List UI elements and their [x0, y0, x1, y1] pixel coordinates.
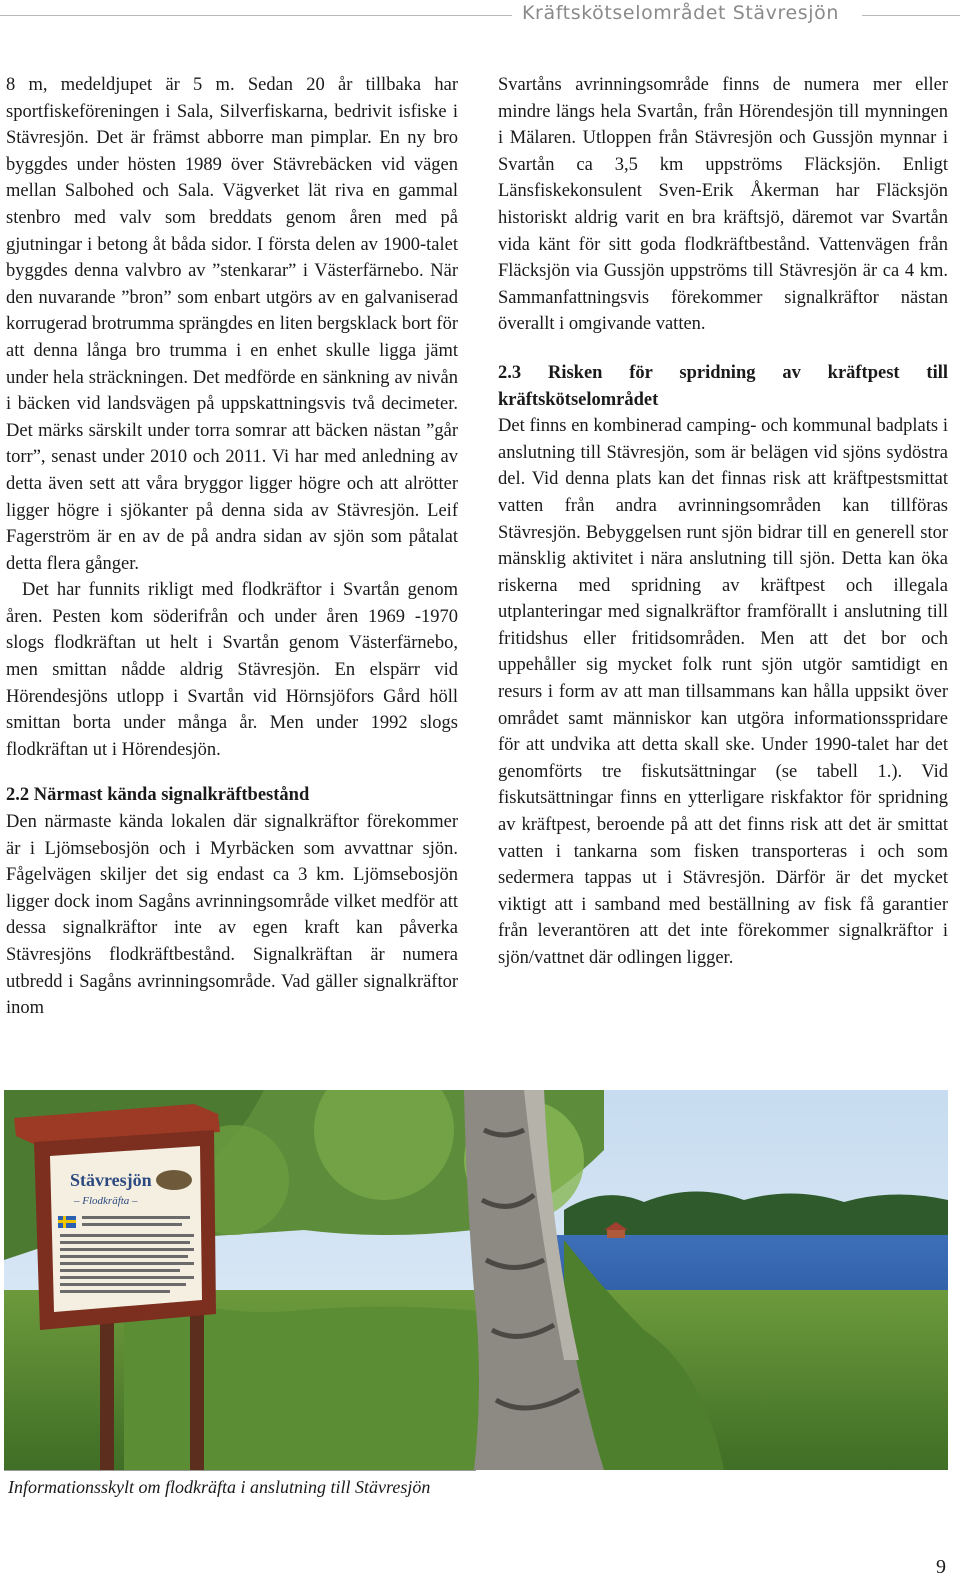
- lake-sign-photo: [4, 1090, 948, 1470]
- left-paragraph-3: Den närmaste kända lokalen där signalkräftor förekommer är i Ljömsebosjön och i Myrbäcken som avvattnar sjön. Fågelvägen skiljer det sig endast ca 3 km. Ljömsebosjön ligger dock inom Sagåns avrinningsområde vilket medför att dessa signalkräftor inte av egen kraft kan påverka Stävresjöns flodkräftbestånd. Signalkräftan är numera utbredd i Sagåns avrinningsområde. Vad gäller signalkräftor inom: [6, 812, 458, 1019]
- header-rule-left: [0, 15, 512, 16]
- sign-title-text: Stävresjön: [70, 1170, 152, 1190]
- left-paragraph-1: 8 m, medeldjupet är 5 m. Sedan 20 år tillbaka har sportfiskeföreningen i Sala, Silverfiskarna, bedrivit isfiske i Stävresjön. Det är främst abborre man pimplar. En ny bro byggdes under hösten 1989 över Stävrebäcken vid vägen mellan Salbohed och Sala. Vägverket lät riva en gammal stenbro med valv som breddats genom åren med på gjutningar i betong åt båda sidor. I första delen av 1900-talet byggdes denna valvbro av ”stenkarar” i Västerfärnebo. När den nuvarande ”bron” som enbart utgörs av en galvaniserad korrugerad brotrumma sprängdes en liten bergsklack bort för att denna långa bro trumma i en enhet skulle ligga jämt under hela sträckningen. Det medförde en sänkning av nivån i bäcken vid landsvägen på uppskattningsvis två decimeter. Det märks särskilt under torra somrar att bäcken nästan ”går torr”, senast under 2010 och 2011. Vi har med anledning av detta även sett att våra bryggor ligger högre och att alrötter ligger högre i sjökanter på denna sida av Stävresjön. Leif Fagerström är en av de på andra sidan av sjön som påtalat detta flera gånger.: [6, 75, 458, 574]
- right-paragraph-1: Svartåns avrinningsområde finns de numera mer eller mindre längs hela Svartån, från Hörendesjön till mynningen i Mälaren. Utloppen från Stävresjön och Gussjön mynnar i Svartån ca 3,5 km uppströms Fläcksjön. Enligt Länsfiskekonsulent Sven-Erik Åkerman har Fläcksjön historiskt aldrig varit en bra kräftsjö, däremot var Svartån vida känt för sitt goda flodkräftbestånd. Vattenvägen från Fläcksjön via Gussjön uppströms till Stävresjön är ca 4 km. Sammanfattningsvis förekommer signalkräftor nästan överallt i omgivande vatten.: [498, 75, 948, 335]
- running-header-title: Kräftskötselområdet Stävresjön: [522, 2, 840, 24]
- photo-caption: Informationsskylt om flodkräfta i anslutning till Stävresjön: [8, 1477, 431, 1497]
- sign-subtitle-text: – Flodkräfta –: [74, 1195, 138, 1207]
- section-heading-2-3: 2.3 Risken för spridning av kräftpest till kräftskötselområdet: [498, 362, 948, 410]
- right-column: [498, 72, 948, 972]
- caption-rule: [4, 1470, 476, 1471]
- left-paragraph-2: Det har funnits rikligt med flodkräftor i Svartån genom åren. Pesten kom söderifrån och under åren 1969 -1970 slogs flodkräftan ut helt i Svartån genom Västerfärnebo, men smittan nådde aldrig Stävresjön. En elspärr vid Hörendesjöns utlopp i Svartån vid Hörnsjöfors Gård höll smittan borta under många år. Men under 1992 slogs flodkräftan ut i Hörendesjön.: [6, 580, 458, 760]
- right-paragraph-2: Det finns en kombinerad camping- och kommunal badplats i anslutning till Stävresjön, som är belägen vid sjöns sydöstra del. Vid denna plats kan det finnas risk att kräftpestsmittat vatten från andra avrinningsområden kan tillföras Stävresjön. Bebyggelsen runt sjön bidrar till en generell stor mänsklig aktivitet i nära anslutning till sjön. Detta kan öka riskerna med spridning av kräftpest och illegala utplanteringar med signalkräftor framförallt i anslutning till fritidshus eller fritidsområden. Men att det bor och uppehåller sig mycket folk runt sjön utgör samtidigt en resurs i form av att man tillsammans kan hålla uppsikt över området samt människor kan utgöra informationsspridare för att undvika att detta skall ske. Under 1990-talet har det genomförts tre fiskutsättningar (se tabell 1.). Vid fiskutsättningar finns en ytterligare riskfaktor för spridning av kräftpest, beroende på att det finns risk att det är smittat vatten i tankarna som fisken transporteras i och som sedermera tappas ut i Stävresjön. Därför är det mycket viktigt att i samband med beställning av fisk få garantier från leverantören att det inte förekommer signalkräftor i sjön/vattnet där odlingen ligger.: [498, 416, 948, 968]
- header-rule-right: [862, 15, 960, 16]
- section-heading-2-2: 2.2 Närmast kända signalkräftbestånd: [6, 785, 310, 806]
- page-number: 9: [936, 1556, 946, 1578]
- left-column: [6, 72, 458, 1022]
- crayfish-illustration: [156, 1170, 192, 1190]
